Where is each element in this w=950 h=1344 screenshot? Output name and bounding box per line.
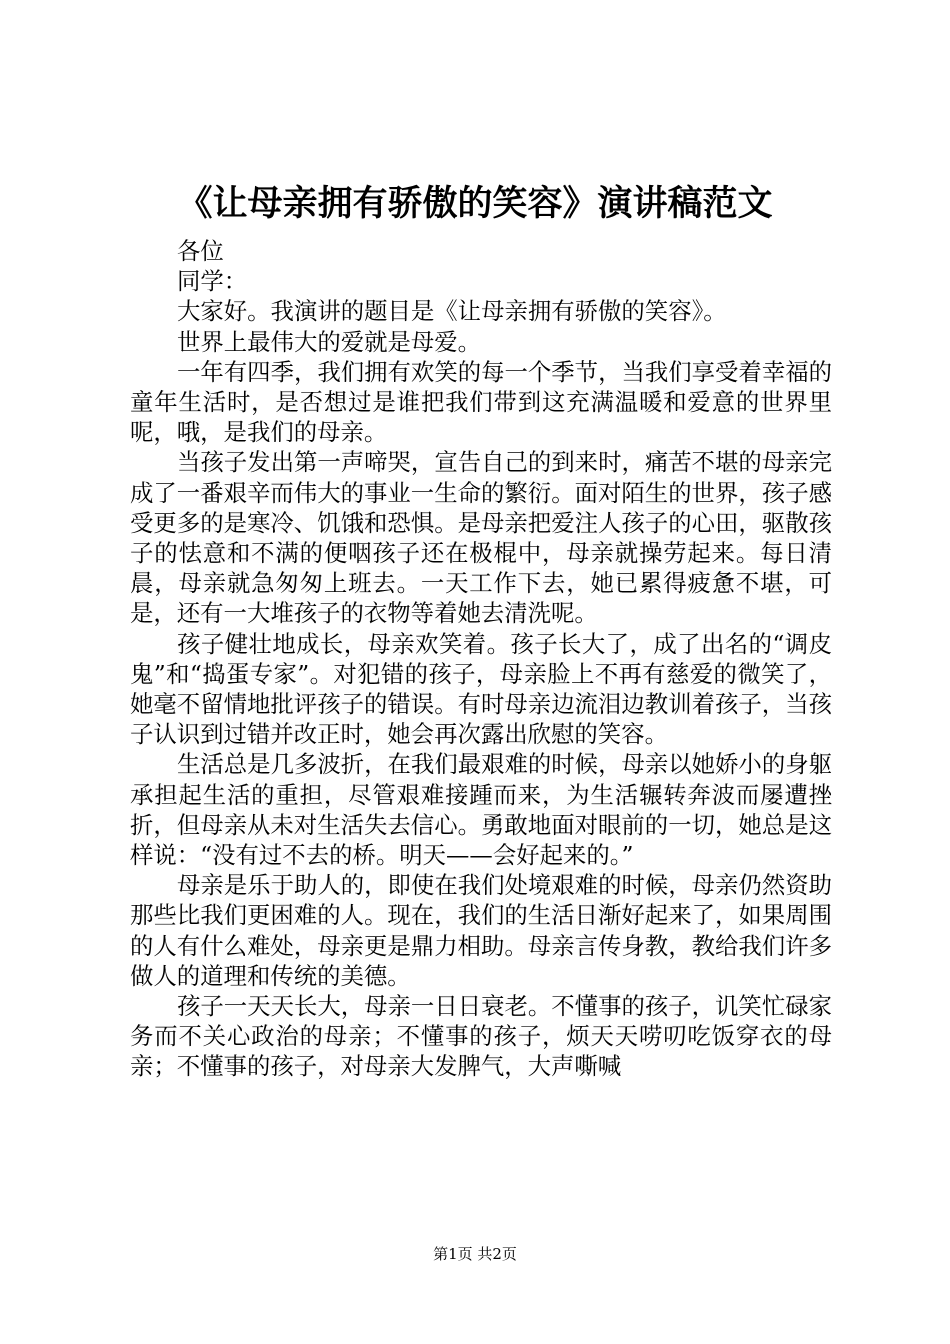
paragraph: 母亲是乐于助人的，即使在我们处境艰难的时候，母亲仍然资助那些比我们更困难的人。现在，我们的生活日渐好起来了，如果周围的人有什么难处，母亲更是鼎力相助。母亲言传身教，教给我们许多做人的道理和传统的美德。: [130, 871, 832, 990]
document-body: [130, 236, 832, 1082]
paragraph: 世界上最伟大的爱就是母爱。: [177, 327, 482, 356]
page-number-footer: 第1页 共2页: [433, 1245, 517, 1263]
paragraph-salutation-2: 同学：: [177, 267, 248, 296]
paragraph: 当孩子发出第一声啼哭，宣告自己的到来时，痛苦不堪的母亲完成了一番艰辛而伟大的事业一生命的繁衍。面对陌生的世界，孩子感受更多的是寒冷、饥饿和恐惧。是母亲把爱注人孩子的心田，驱散孩子的怯意和不满的便咽孩子还在极棍中，母亲就操劳起来。每日清晨，母亲就急匆匆上班去。一天工作下去，她已累得疲惫不堪，可是，还有一大堆孩子的衣物等着她去清洗呢。: [130, 448, 832, 628]
paragraph: 生活总是几多波折，在我们最艰难的时候，母亲以她娇小的身躯承担起生活的重担，尽管艰难接踵而来，为生活辗转奔波而屡遭挫折，但母亲从未对生活失去信心。勇敢地面对眼前的一切，她总是这样说：“没有过不去的桥。明天——会好起来的。”: [130, 750, 832, 870]
paragraph: 孩子健壮地成长，母亲欢笑着。孩子长大了，成了出名的“调皮鬼”和“捣蛋专家”。对犯错的孩子，母亲脸上不再有慈爱的微笑了，她毫不留情地批评孩子的错误。有时母亲边流泪边教训着孩子，当孩子认识到过错并改正时，她会再次露出欣慰的笑容。: [130, 629, 832, 749]
paragraph: 一年有四季，我们拥有欢笑的每一个季节，当我们享受着幸福的童年生活时，是否想过是谁把我们带到这充满温暖和爱意的世界里呢，哦，是我们的母亲。: [130, 357, 832, 447]
paragraph-salutation-1: 各位: [177, 237, 224, 265]
paragraph-greeting: 大家好。我演讲的题目是《让母亲拥有骄傲的笑容》。: [177, 297, 727, 326]
paragraph: 孩子一天天长大，母亲一日日衰老。不懂事的孩子，讥笑忙碌家务而不关心政治的母亲；不懂事的孩子，烦天天唠叨吃饭穿衣的母亲；不懂事的孩子，对母亲大发脾气，大声嘶喊: [130, 992, 832, 1081]
page-title: 《让母亲拥有骄傲的笑容》演讲稿范文: [177, 183, 773, 224]
